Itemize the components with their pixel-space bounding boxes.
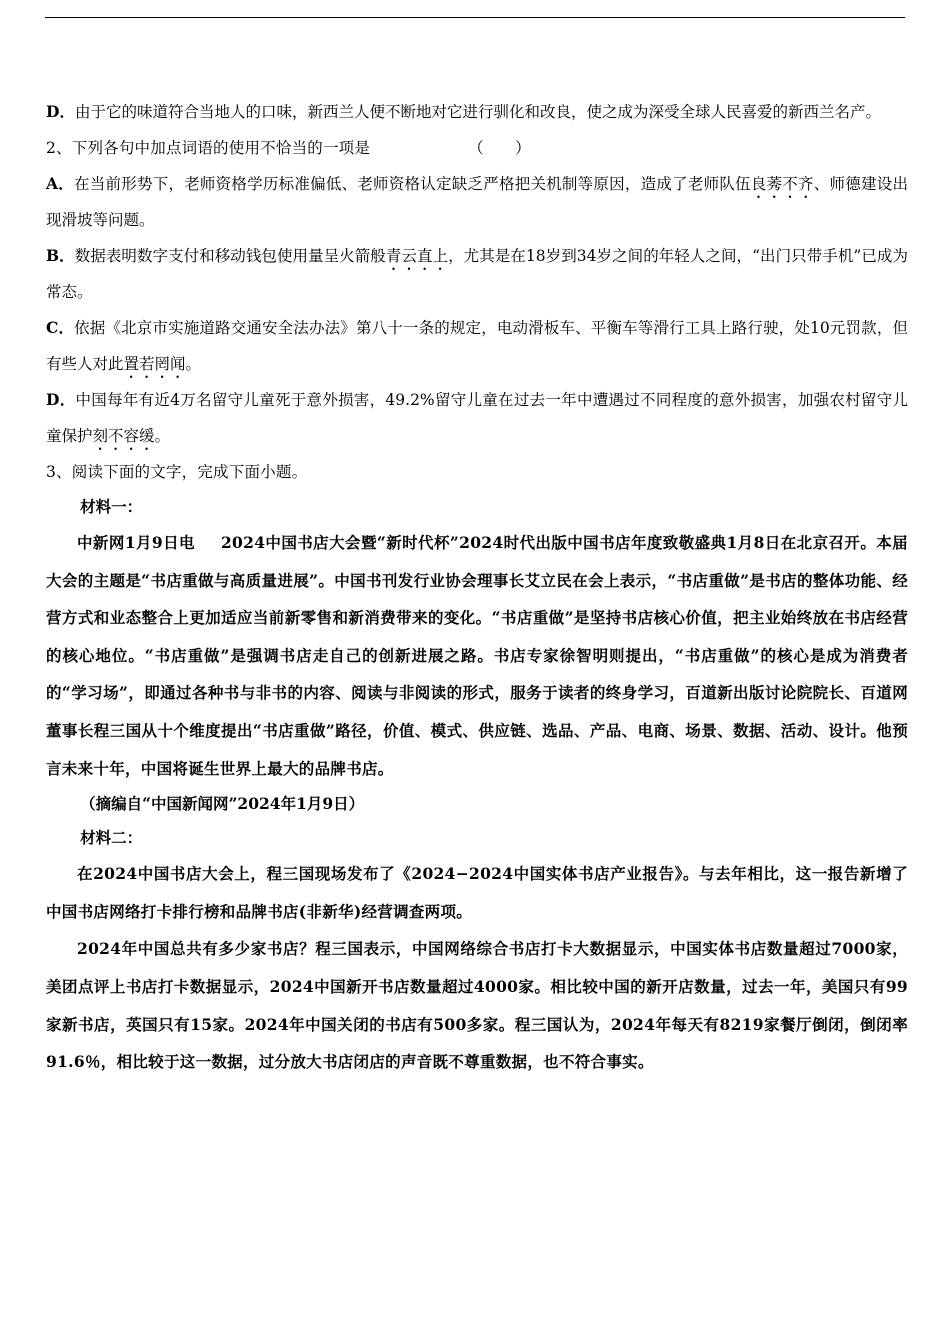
option-text-before: 在当前形势下，老师资格学历标准偏低、老师资格认定缺乏严格把关机制等原因，造成了老师队伍 <box>74 175 751 193</box>
option-text-before: 依据《北京市实施道路交通安全法办法》第八十一条的规定，电动滑板车、平衡车等滑行工具上路行驶，处10元罚款，但有些人对此 <box>46 319 908 373</box>
dotted-phrase: 青云直上 <box>385 247 449 265</box>
material1-dateline: 中新网1月9日电 <box>77 533 195 552</box>
option-letter: D <box>46 102 60 121</box>
option-letter: A <box>46 174 59 193</box>
q2-option-d: D．中国每年有近4万名留守儿童死于意外损害，49.2%留守儿童在过去一年中遭遇过不同程度的意外损害，加强农村留守儿童保护刻不容缓。 <box>46 390 908 445</box>
material1-body <box>46 524 908 787</box>
material1-title: 材料一： <box>80 497 143 516</box>
q1-option-d: D．由于它的味道符合当地人的口味，新西兰人便不断地对它进行驯化和改良，使之成为深受全球人民喜爱的新西兰名产。 <box>46 102 881 121</box>
q2-stem <box>46 130 908 166</box>
option-text-after: 。 <box>154 427 171 445</box>
option-text-after: 。 <box>185 355 202 373</box>
answer-blank: （ ） <box>468 139 531 157</box>
option-letter: C <box>46 318 59 337</box>
option-text-after: 、师德建设出现滑坡等问题。 <box>46 175 908 229</box>
material2-title: 材料二： <box>80 828 143 848</box>
q2-option-a: A．在当前形势下，老师资格学历标准偏低、老师资格认定缺乏严格把关机制等原因，造成了老师队伍良莠不齐、师德建设出现滑坡等问题。 <box>46 174 908 229</box>
option-text-after: ，尤其是在18岁到34岁之间的年轻人之间，“出门只带手机”已成为常态。 <box>46 247 908 301</box>
option-letter: B <box>46 246 60 265</box>
q2-option-c: C．依据《北京市实施道路交通安全法办法》第八十一条的规定，电动滑板车、平衡车等滑行工具上路行驶，处10元罚款，但有些人对此置若罔闻。 <box>46 318 908 373</box>
option-text-before: 数据表明数字支付和移动钱包使用量呈火箭般 <box>74 247 386 265</box>
option-text: 由于它的味道符合当地人的口味，新西兰人便不断地对它进行驯化和改良，使之成为深受全球人民喜爱的新西兰名产。 <box>74 103 881 121</box>
material1-text: 2024中国书店大会暨“新时代杯”2024时代出版中国书店年度致敬盛典1月8日在北京召开。本届大会的主题是“书店重做与高质量进展”。中国书刊发行业协会理事长艾立民在会上表示，“书店重做”是书店的整体功能、经营方式和业态整合上更加适应当前新零售和新消费带来的变化。“书店重做”是坚持书店核心价值，把主业始终放在书店经营的核心地位。“书店重做”是强调书店走自己的创新进展之路。书店专家徐智明则提出，“书店重做”的核心是成为消费者的“学习场”，即通过各种书与非书的内容、阅读与非阅读的形式，服务于读者的终身学习，百道新出版讨论院院长、百道网董事长程三国从十个维度提出“书店重做”路径，价值、模式、供应链、选品、产品、电商、场景、数据、活动、设计。他预言未来十年，中国将诞生世界上最大的品牌书店。 <box>46 533 908 778</box>
question-stem: 2、下列各句中加点词语的使用不恰当的一项是 <box>46 139 371 157</box>
q2-option-b: B．数据表明数字支付和移动钱包使用量呈火箭般青云直上，尤其是在18岁到34岁之间的年轻人之间，“出门只带手机”已成为常态。 <box>46 246 908 301</box>
option-text-before: 中国每年有近4万名留守儿童死于意外损害，49.2%留守儿童在过去一年中遭遇过不同程度的意外损害，加强农村留守儿童保护 <box>46 391 908 445</box>
material2-paragraph: 在2024中国书店大会上，程三国现场发布了《2024−2024中国实体书店产业报告》。与去年相比，这一报告新增了中国书店网络打卡排行榜和品牌书店(非新华)经营调查两项。 <box>46 864 908 921</box>
dotted-phrase: 刻不容缓 <box>92 427 155 445</box>
dotted-phrase: 良莠不齐 <box>750 175 814 193</box>
material1-source: （摘编自“中国新闻网”2024年1月9日） <box>80 794 365 814</box>
option-letter: D <box>46 390 60 409</box>
exam-content <box>46 94 908 1081</box>
dotted-phrase: 置若罔闻 <box>123 355 186 373</box>
header-rule <box>45 17 905 18</box>
q3-stem: 3、阅读下面的文字，完成下面小题。 <box>46 463 308 481</box>
material2-paragraph: 2024年中国总共有多少家书店？程三国表示，中国网络综合书店打卡大数据显示，中国实体书店数量超过7000家，美团点评上书店打卡数据显示，2024中国新开书店数量超过4000家。相比较中国的新开店数量，过去一年，美国只有99家新书店，英国只有15家。2024年中国关闭的书店有500多家。程三国认为，2024年每天有8219家餐厅倒闭，倒闭率91.6％，相比较于这一数据，过分放大书店闭店的声音既不尊重数据，也不符合事实。 <box>46 939 908 1072</box>
